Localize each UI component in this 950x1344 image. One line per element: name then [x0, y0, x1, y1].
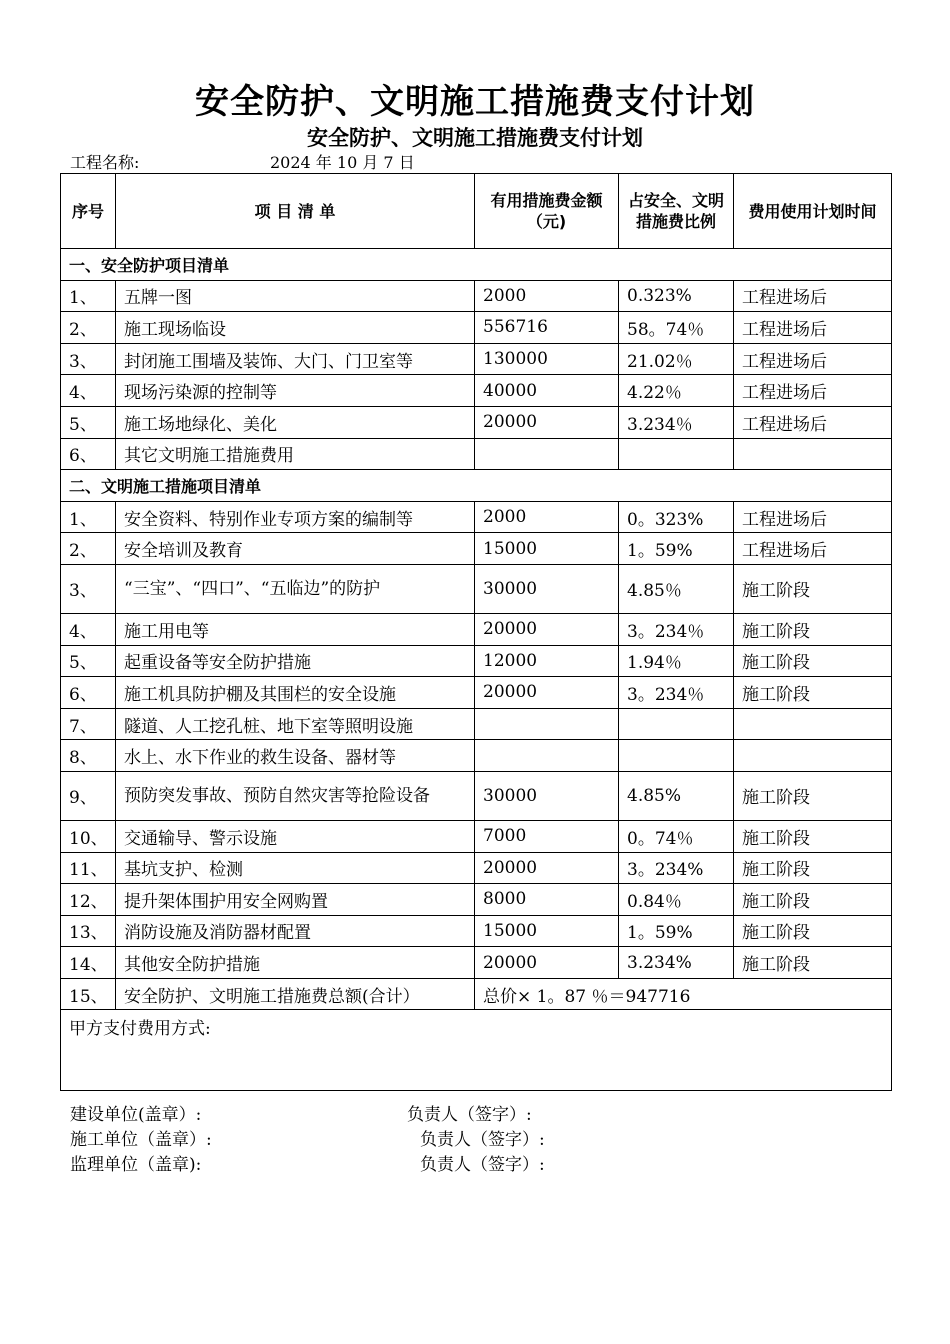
- row-plan-time: 工程进场后: [734, 501, 892, 533]
- table-row: [61, 438, 892, 470]
- row-ratio: 21.02％: [619, 343, 734, 375]
- table-row: [61, 375, 892, 407]
- row-item: 施工场地绿化、美化: [116, 406, 475, 438]
- row-item: 起重设备等安全防护措施: [116, 645, 475, 677]
- row-plan-time: 施工阶段: [734, 947, 892, 979]
- row-amount: 15000: [475, 533, 619, 565]
- row-plan-time: 施工阶段: [734, 820, 892, 852]
- table-row: [61, 677, 892, 709]
- row-seq: 6、: [61, 438, 116, 470]
- row-seq: 13、: [61, 915, 116, 947]
- table-row: [61, 771, 892, 820]
- table-row: [61, 884, 892, 916]
- row-amount: 20000: [475, 406, 619, 438]
- row-item: 安全资料、特别作业专项方案的编制等: [116, 501, 475, 533]
- row-amount: 8000: [475, 884, 619, 916]
- row-plan-time: [734, 740, 892, 772]
- row-plan-time: 施工阶段: [734, 564, 892, 613]
- row-ratio: 4.22％: [619, 375, 734, 407]
- row-plan-time: 施工阶段: [734, 771, 892, 820]
- section-row: [61, 249, 892, 281]
- row-ratio: 3.234％: [619, 406, 734, 438]
- header-item: 项 目 清 单: [116, 174, 475, 249]
- table-row: [61, 501, 892, 533]
- row-item: “三宝”、“四口”、“五临边”的防护: [116, 564, 475, 613]
- signature-unit: 建设单位(盖章）:: [70, 1105, 202, 1125]
- row-ratio: 0.84％: [619, 884, 734, 916]
- row-amount: [475, 740, 619, 772]
- row-plan-time: 施工阶段: [734, 645, 892, 677]
- row-ratio: 3。234％: [619, 677, 734, 709]
- row-amount: 40000: [475, 375, 619, 407]
- row-ratio: 58。74％: [619, 312, 734, 344]
- row-ratio: [619, 708, 734, 740]
- row-item: 其它文明施工措施费用: [116, 438, 475, 470]
- row-item: 提升架体围护用安全网购置: [116, 884, 475, 916]
- row-ratio: 0。74％: [619, 820, 734, 852]
- row-amount: [475, 438, 619, 470]
- table-row: [61, 312, 892, 344]
- row-seq: 2、: [61, 312, 116, 344]
- row-amount: [475, 708, 619, 740]
- row-item: 封闭施工围墙及装饰、大门、门卫室等: [116, 343, 475, 375]
- row-seq: 4、: [61, 613, 116, 645]
- payment-method-label: 甲方支付费用方式:: [61, 1010, 892, 1091]
- row-amount: 556716: [475, 312, 619, 344]
- row-seq: 1、: [61, 280, 116, 312]
- row-amount: 2000: [475, 280, 619, 312]
- row-ratio: 4.85％: [619, 564, 734, 613]
- row-seq: 4、: [61, 375, 116, 407]
- row-ratio: 1。59%: [619, 915, 734, 947]
- row-seq: 10、: [61, 820, 116, 852]
- row-amount: 20000: [475, 852, 619, 884]
- table-row: [61, 645, 892, 677]
- total-seq: 15、: [61, 978, 116, 1010]
- signature-person: 负责人（签字）:: [420, 1130, 545, 1150]
- document-title: 安全防护、文明施工措施费支付计划: [195, 82, 755, 122]
- row-amount: 12000: [475, 645, 619, 677]
- table-row: [61, 343, 892, 375]
- signature-person: 负责人（签字）:: [420, 1155, 545, 1175]
- row-ratio: [619, 438, 734, 470]
- row-ratio: 3.234%: [619, 947, 734, 979]
- row-amount: 20000: [475, 677, 619, 709]
- row-seq: 7、: [61, 708, 116, 740]
- row-seq: 6、: [61, 677, 116, 709]
- row-item: 水上、水下作业的救生设备、器材等: [116, 740, 475, 772]
- row-plan-time: 工程进场后: [734, 343, 892, 375]
- row-item: 消防设施及消防器材配置: [116, 915, 475, 947]
- row-seq: 9、: [61, 771, 116, 820]
- row-plan-time: 工程进场后: [734, 406, 892, 438]
- table-row: [61, 280, 892, 312]
- row-seq: 12、: [61, 884, 116, 916]
- row-plan-time: 施工阶段: [734, 915, 892, 947]
- table-row: [61, 564, 892, 613]
- payment-method-row: [61, 1010, 892, 1091]
- row-ratio: 0.323%: [619, 280, 734, 312]
- row-plan-time: 工程进场后: [734, 533, 892, 565]
- row-plan-time: 工程进场后: [734, 312, 892, 344]
- table-row: [61, 613, 892, 645]
- row-item: 预防突发事故、预防自然灾害等抢险设备: [116, 771, 475, 820]
- row-seq: 3、: [61, 343, 116, 375]
- row-item: 交通输导、警示设施: [116, 820, 475, 852]
- row-plan-time: [734, 438, 892, 470]
- row-item: 施工现场临设: [116, 312, 475, 344]
- row-ratio: 0。323%: [619, 501, 734, 533]
- row-ratio: 3。234％: [619, 613, 734, 645]
- document-subtitle: 安全防护、文明施工措施费支付计划: [307, 126, 643, 150]
- row-plan-time: 施工阶段: [734, 884, 892, 916]
- row-amount: 30000: [475, 771, 619, 820]
- row-seq: 2、: [61, 533, 116, 565]
- row-amount: 15000: [475, 915, 619, 947]
- row-seq: 11、: [61, 852, 116, 884]
- row-seq: 1、: [61, 501, 116, 533]
- row-ratio: 1。59%: [619, 533, 734, 565]
- table-row: [61, 820, 892, 852]
- row-ratio: 3。234%: [619, 852, 734, 884]
- row-ratio: [619, 740, 734, 772]
- row-seq: 5、: [61, 645, 116, 677]
- total-value: 总价× 1。87 ％＝947716: [475, 978, 892, 1010]
- row-amount: 7000: [475, 820, 619, 852]
- row-plan-time: 施工阶段: [734, 852, 892, 884]
- document-date: 2024 年 10 月 7 日: [270, 153, 415, 172]
- row-item: 其他安全防护措施: [116, 947, 475, 979]
- row-item: 五牌一图: [116, 280, 475, 312]
- row-seq: 3、: [61, 564, 116, 613]
- row-seq: 8、: [61, 740, 116, 772]
- header-plan-time: 费用使用计划时间: [734, 174, 892, 249]
- row-item: 施工用电等: [116, 613, 475, 645]
- row-seq: 5、: [61, 406, 116, 438]
- table-row: [61, 708, 892, 740]
- row-amount: 2000: [475, 501, 619, 533]
- table-row: [61, 533, 892, 565]
- table-row: [61, 740, 892, 772]
- signature-unit: 监理单位（盖章):: [70, 1155, 202, 1175]
- row-plan-time: 施工阶段: [734, 677, 892, 709]
- table-row: [61, 406, 892, 438]
- row-plan-time: 工程进场后: [734, 375, 892, 407]
- row-item: 安全培训及教育: [116, 533, 475, 565]
- header-ratio: 占安全、文明措施费比例: [619, 174, 734, 249]
- row-plan-time: 工程进场后: [734, 280, 892, 312]
- row-ratio: 4.85%: [619, 771, 734, 820]
- row-item: 基坑支护、检测: [116, 852, 475, 884]
- signature-unit: 施工单位（盖章）:: [70, 1130, 212, 1150]
- row-item: 施工机具防护棚及其围栏的安全设施: [116, 677, 475, 709]
- signature-person: 负责人（签字）:: [407, 1105, 532, 1125]
- row-plan-time: 施工阶段: [734, 613, 892, 645]
- header-amount: 有用措施费金额（元): [475, 174, 619, 249]
- payment-plan-table: [60, 173, 892, 1091]
- project-name-label: 工程名称:: [70, 153, 140, 172]
- section-row: [61, 470, 892, 502]
- row-item: 现场污染源的控制等: [116, 375, 475, 407]
- row-plan-time: [734, 708, 892, 740]
- section-title-safety: 一、安全防护项目清单: [61, 249, 892, 281]
- table-row: [61, 915, 892, 947]
- table-header-row: [61, 174, 892, 249]
- table-row: [61, 947, 892, 979]
- row-amount: 20000: [475, 613, 619, 645]
- total-row: [61, 978, 892, 1010]
- header-seq: 序号: [61, 174, 116, 249]
- total-item: 安全防护、文明施工措施费总额(合计）: [116, 978, 475, 1010]
- row-item: 隧道、人工挖孔桩、地下室等照明设施: [116, 708, 475, 740]
- row-amount: 30000: [475, 564, 619, 613]
- table-row: [61, 852, 892, 884]
- row-amount: 130000: [475, 343, 619, 375]
- row-amount: 20000: [475, 947, 619, 979]
- row-seq: 14、: [61, 947, 116, 979]
- section-title-civilized: 二、文明施工措施项目清单: [61, 470, 892, 502]
- row-ratio: 1.94％: [619, 645, 734, 677]
